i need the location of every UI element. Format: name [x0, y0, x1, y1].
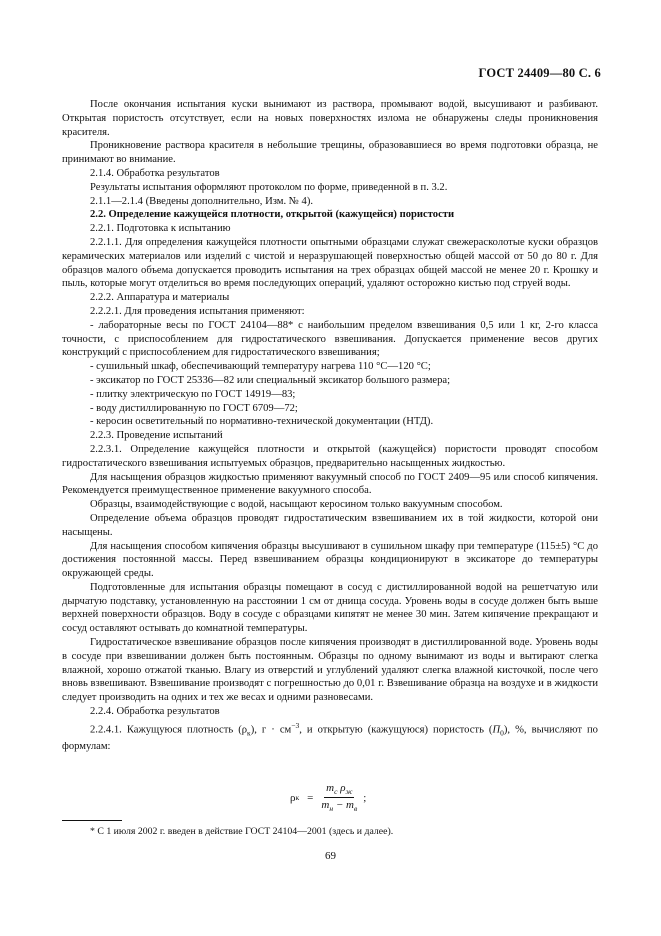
paragraph: Гидростатическое взвешивание образцов после кипячения производят в дистиллированной воде. Уровень воды в сосуде при взвешивании должен быть постоянным. Образцы по одному вынимают из воды и вытирают слегка влажной, хорошо отжатой тканью. Влагу из отверстий и углублений удаляют слегка влажной кисточкой, после чего вновь взвешивают. Взвешивание производят с погрешностью до 0,01 г. Взвешивание образца на воздухе и в жидкости следует производить на одних и тех же весах и одними разновесами. — [62, 637, 598, 704]
paragraph: Определение объема образцов проводят гидростатическим взвешиванием их в той жидкости, которой они насыщены. — [62, 512, 598, 538]
paragraph: 2.2.3.1. Определение кажущейся плотности и открытой (кажущейся) пористости проводят способом гидростатического взвешивания испытуемых образцов, предварительно насыщенных жидкостью. — [62, 443, 598, 469]
section-heading: 2.1.4. Обработка результатов — [90, 167, 220, 179]
section-heading: 2.2.3. Проведение испытаний — [90, 430, 223, 442]
paragraph: Результаты испытания оформляют протоколом по форме, приведенной в п. 3.2. — [90, 181, 448, 193]
list-item: - сушильный шкаф, обеспечивающий температуру нагрева 110 °С—120 °С; — [90, 361, 431, 373]
list-item: - керосин осветительный по нормативно-технической документации (НТД). — [90, 416, 434, 428]
paragraph: Для насыщения способом кипячения образцы высушивают в сушильном шкафу при температуре (115±5) °С до достижения постоянной массы. Перед взвешиванием образцы кондиционируют в эксикаторе до температуры окружающей среды. — [62, 540, 598, 580]
formula-intro: 2.2.4.1. Кажущуюся плотность $(\rho_к)$, $г \cdot см^{-3}$, и открытую (кажущуюся) пористость $(П_0)$, %, вычисляют по формулам: — [62, 720, 598, 753]
document-body — [62, 98, 598, 754]
paragraph: Проникновение раствора красителя в небольшие трещины, образовавшиеся во время подготовки образца, не принимают во внимание. — [62, 140, 598, 166]
paragraph: После окончания испытания куски вынимают из раствора, промывают водой, высушивают и разбивают. Открытая пористость отсутствует, если на новых поверхностях излома не обнаружены следы проникновения красителя. — [62, 99, 598, 138]
section-heading: 2.2.2. Аппаратура и материалы — [90, 292, 230, 304]
amendment-note: 2.1.1—2.1.4 (Введены дополнительно, Изм. № 4). — [90, 195, 314, 207]
footnote-divider — [62, 820, 122, 821]
list-item: - воду дистиллированную по ГОСТ 6709—72; — [90, 402, 298, 414]
section-heading: 2.2.4. Обработка результатов — [90, 706, 220, 718]
paragraph: Образцы, взаимодействующие с водой, насыщают керосином только вакуумным способом. — [90, 499, 503, 511]
list-item: - плитку электрическую по ГОСТ 14919—83; — [90, 388, 296, 400]
formula-fraction: $\frac{m_c \rho_ж}{m_н - m_в}$ — [321, 782, 358, 814]
paragraph: 2.2.2.1. Для проведения испытания применяют: — [90, 305, 305, 317]
page-number: 69 — [325, 850, 336, 862]
section-heading: 2.2. Определение кажущейся плотности, открытой (кажущейся) пористости — [90, 209, 455, 221]
paragraph: 2.2.1.1. Для определения кажущейся плотности опытными образцами служат свежерасколотые куски образцов керамических материалов или изделий с чистой и неразрушающей поверхностью общей массой от 50 до 80 г. Для образцов малого объема допускается проводить испытания на трех образцах общей массой не менее 20 г. Крошку и пыль, которые могут отделиться во время последующих операций, удаляют осторожно кистью под струей воды. — [62, 236, 598, 290]
paragraph: Для насыщения образцов жидкостью применяют вакуумный способ по ГОСТ 2409—95 или способ кипячения. Рекомендуется преимущественное применение вакуумного способа. — [62, 471, 598, 497]
footnote: * С 1 июля 2002 г. введен в действие ГОСТ 24104—2001 (здесь и далее). — [90, 826, 394, 837]
density-formula: ρ к = $\frac{m_c \rho_ж}{m_н - m_в}$ ; — [290, 782, 367, 814]
section-heading: 2.2.1. Подготовка к испытанию — [90, 223, 231, 235]
page-header: ГОСТ 24409—80 С. 6 — [478, 66, 601, 80]
paragraph: Подготовленные для испытания образцы помещают в сосуд с дистиллированной водой на решетчатую или дырчатую подставку, установленную на расстоянии 1 см от днища сосуда. Уровень воды в сосуде должен быть выше верхней поверхности образцов. Воду в сосуде с образцами кипятят не менее 30 мин. Затем кипячение прекращают и сосуд оставляют остывать до комнатной температуры. — [62, 581, 598, 635]
list-item: - эксикатор по ГОСТ 25336—82 или специальный эксикатор большого размера; — [90, 374, 451, 386]
list-item: - лабораторные весы по ГОСТ 24104—88* с наибольшим пределом взвешивания 0,5 или 1 кг, 2-го класса точности, с приспособлением для гидростатического взвешивания. Допускается применение весов других конструкций с приспособлением для гидростатического взвешивания; — [62, 319, 598, 359]
